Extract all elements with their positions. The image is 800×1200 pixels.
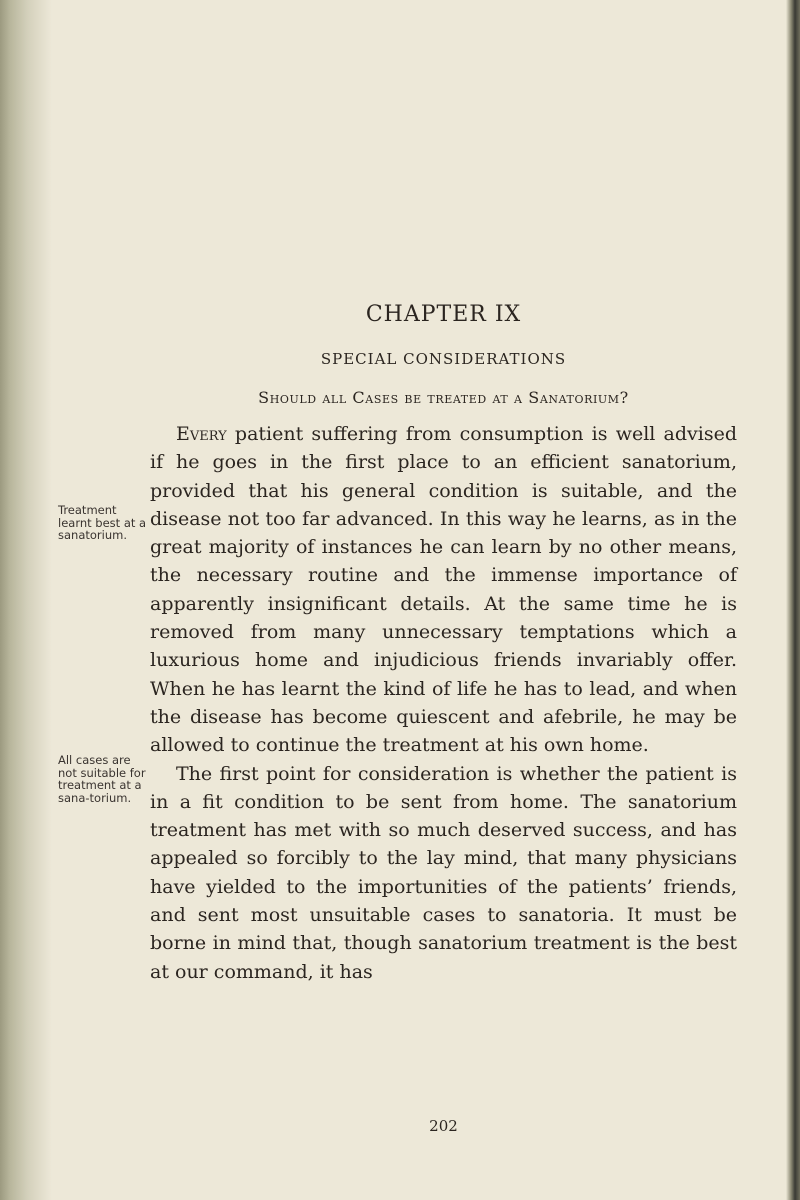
chapter-subtitle: SPECIAL CONSIDERATIONS	[320, 350, 567, 368]
section-title: Should all Cases be treated at a Sanatorium?	[258, 388, 629, 407]
paragraph-lead-word: Every	[176, 423, 227, 445]
paragraph	[150, 760, 737, 986]
paragraph-text: patient suffering from consumption is well advised if he goes in the first place to an efficient sanatorium, provided that his general condition is suitable, and the disease not too far advanced. In this way he learns, as in the great majority of instances he can learn by no other means, the necessary routine and the immense importance of apparently insignificant details. At the same time he is removed from many unnecessary temptations which a luxurious home and injudicious friends invariably offer. When he has learnt the kind of life he has to lead, and when the disease has become quiescent and afebrile, he may be allowed to continue the treatment at his own home.	[150, 423, 737, 757]
chapter-heading: CHAPTER IX	[365, 302, 522, 327]
page-binding-shadow	[0, 0, 52, 1200]
body-text	[150, 420, 737, 986]
page-number: 202	[429, 1117, 458, 1135]
paragraph	[150, 420, 737, 760]
margin-note: Treatment learnt best at a sanatorium.	[58, 503, 147, 542]
paragraph-text: The first point for consideration is whether the patient is in a fit condition to be sent from home. The sanatorium treatment has met with so much deserved success, and has appealed so forcibly to the lay mind, that many physicians have yielded to the importunities of the patients’ friends, and sent most unsuitable cases to sanatoria. It must be borne in mind that, though sanatorium treatment is the best at our command, it has	[150, 762, 737, 983]
page-edge	[786, 0, 800, 1200]
margin-note: All cases are not suitable for treatment at a sana-torium.	[58, 753, 146, 805]
